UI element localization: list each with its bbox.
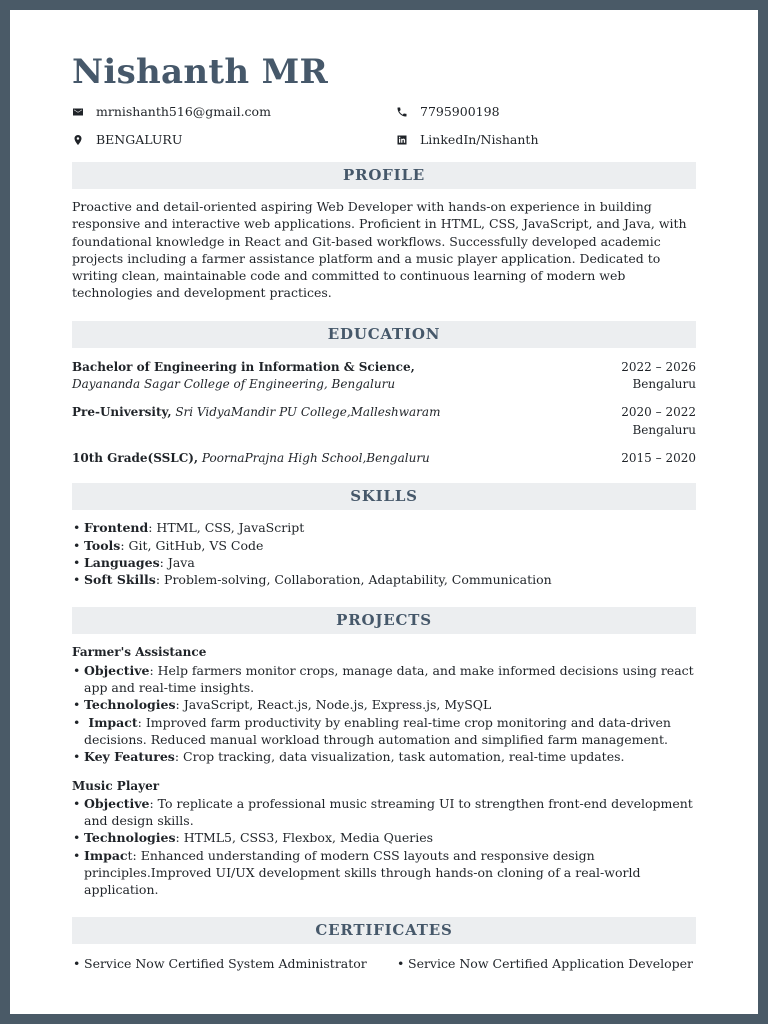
location-text: BENGALURU — [96, 132, 183, 147]
projects-heading: PROJECTS — [72, 607, 696, 634]
contact-phone[interactable] — [396, 102, 696, 121]
education-item — [72, 359, 696, 394]
degree: 10th Grade(SSLC), — [72, 450, 199, 465]
degree: Bachelor of Engineering in Information & Science, — [72, 359, 415, 374]
school: Dayananda Sagar College of Engineering, Bengaluru — [72, 377, 396, 392]
contact-info — [72, 102, 696, 149]
list-item — [72, 519, 696, 536]
education-years: 2015 – 2020 — [621, 450, 696, 465]
education-list — [72, 359, 696, 467]
list-item — [72, 662, 696, 697]
project-bullets — [72, 795, 696, 899]
linkedin-text: LinkedIn/Nishanth — [420, 132, 539, 147]
bullet-label: Objective — [84, 662, 150, 678]
list-item — [72, 571, 696, 588]
contact-email[interactable] — [72, 102, 396, 121]
certificates-heading: CERTIFICATES — [72, 917, 696, 944]
bullet-label: Impact — [84, 714, 138, 730]
school: Sri VidyaMandir PU College,Malleshwaram — [171, 405, 441, 420]
project-title: Farmer's Assistance — [72, 645, 207, 660]
education-heading: EDUCATION — [72, 321, 696, 348]
list-item — [72, 554, 696, 571]
skill-text: : Git, GitHub, VS Code — [120, 537, 264, 553]
bullet-label: Impac — [84, 847, 128, 863]
skill-label: Languages — [84, 554, 160, 570]
project-bullets — [72, 662, 696, 766]
project-item — [72, 644, 696, 765]
bullet-label: Technologies — [84, 697, 176, 713]
skill-label: Soft Skills — [84, 572, 156, 588]
profile-heading: PROFILE — [72, 162, 696, 189]
skill-label: Frontend — [84, 520, 149, 536]
project-title: Music Player — [72, 778, 160, 793]
education-location: Bengaluru — [632, 422, 696, 437]
resume-page — [10, 10, 758, 1014]
list-item — [72, 696, 696, 713]
candidate-name: Nishanth MR — [72, 52, 329, 92]
linkedin-icon — [396, 134, 408, 146]
list-item — [72, 748, 696, 765]
phone-icon — [396, 106, 408, 118]
education-location: Bengaluru — [632, 377, 696, 392]
mail-icon — [72, 106, 84, 118]
phone-text: 7795900198 — [420, 104, 500, 119]
contact-location — [72, 130, 396, 149]
skill-label: Tools — [84, 537, 121, 553]
email-text: mrnishanth516@gmail.com — [96, 104, 271, 119]
certificate-item: • Service Now Certified System Administrator — [72, 955, 396, 972]
bullet-text: : HTML5, CSS3, Flexbox, Media Queries — [175, 830, 434, 846]
project-item — [72, 778, 696, 899]
bullet-text: : Help farmers monitor crops, manage data, and make informed decisions using react app and real-time insights. — [84, 662, 694, 696]
location-pin-icon — [72, 134, 84, 146]
certificates-list — [72, 955, 696, 972]
skill-text: : Problem-solving, Collaboration, Adaptability, Communication — [155, 572, 552, 588]
education-years: 2020 – 2022 — [621, 405, 696, 420]
profile-summary: Proactive and detail-oriented aspiring Web Developer with hands-on experience in building responsive and interactive web applications. Proficient in HTML, CSS, JavaScript, and Java, with foundational knowledge in React and Git-based workflows. Successfully developed academic projects including a farmer assistance platform and a music player application. Dedicated to writing clean, maintainable code and committed to continuous learning of modern web technologies and development practices. — [72, 199, 687, 301]
degree: Pre-University, — [72, 405, 172, 420]
bullet-text: : JavaScript, React.js, Node.js, Express.js, MySQL — [175, 697, 492, 713]
list-item — [72, 829, 696, 846]
skill-text: : Java — [159, 554, 195, 570]
education-item — [72, 450, 696, 467]
bullet-label: Technologies — [84, 830, 176, 846]
education-years: 2022 – 2026 — [621, 359, 696, 374]
bullet-text: t: Enhanced understanding of modern CSS layouts and responsive design principles.Improved UI/UX development skills through hands-on cloning of a real-world application. — [84, 847, 641, 898]
bullet-label: Objective — [84, 795, 150, 811]
bullet-text: : To replicate a professional music streaming UI to strengthen front-end development and design skills. — [84, 795, 693, 829]
list-item — [72, 714, 696, 749]
list-item — [72, 847, 696, 899]
education-item — [72, 404, 696, 439]
school: PoornaPrajna High School,Bengaluru — [198, 450, 430, 465]
bullet-text: : Crop tracking, data visualization, task automation, real-time updates. — [174, 749, 625, 765]
skills-list — [72, 519, 696, 588]
list-item — [72, 537, 696, 554]
list-item — [72, 795, 696, 830]
bullet-label: Key Features — [84, 749, 175, 765]
contact-linkedin[interactable] — [396, 130, 696, 149]
certificate-item: • Service Now Certified Application Developer — [396, 955, 696, 972]
bullet-text: : Improved farm productivity by enabling real-time crop monitoring and data-driven decisions. Reduced manual workload through automation and simplified farm management. — [84, 714, 671, 747]
skills-heading: SKILLS — [72, 483, 696, 510]
skill-text: : HTML, CSS, JavaScript — [148, 520, 305, 536]
